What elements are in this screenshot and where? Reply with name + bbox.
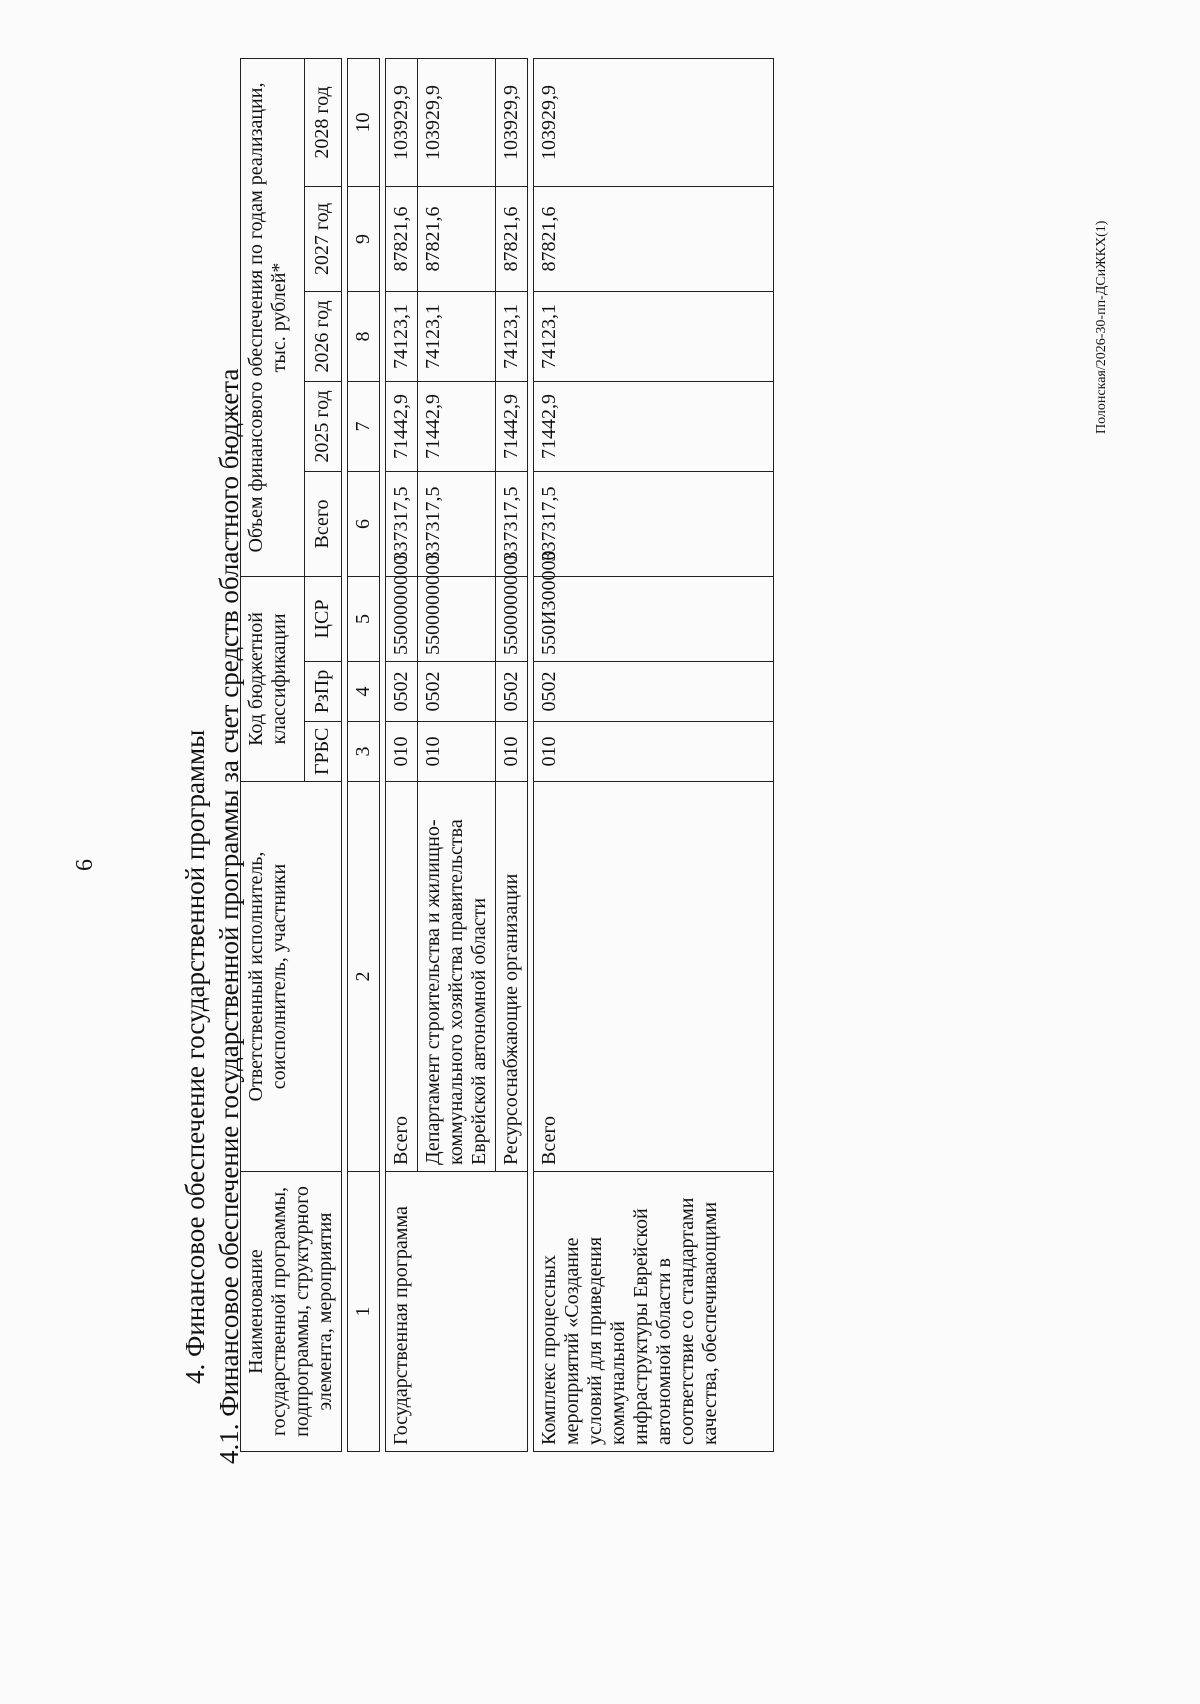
program-name-cell: Комплекс процессных мероприятий «Создание условий для приведения коммунальной инфраструктуры Еврейской автономной области в соответствие со стандартами качества, обеспечивающими [534,1172,774,1452]
y2025-cell: 71442,9 [534,381,774,471]
y2028-cell: 103929,9 [386,58,418,186]
y2026-cell: 74123,1 [418,291,496,381]
y2026-cell: 74123,1 [534,291,774,381]
executor-cell: Ресурсоснабжающие организации [496,782,528,1172]
section-heading: 4. Финансовое обеспечение государственной программы [180,729,210,1384]
y2027-cell: 87821,6 [386,186,418,291]
column-number: 2 [348,782,380,1172]
total-cell: 337317,5 [418,471,496,576]
header-grbs: ГРБС [304,722,341,782]
rzpr-cell: 0502 [418,662,496,722]
header-csr: ЦСР [304,576,341,661]
financing-table [240,58,774,1452]
executor-cell: Всего [534,782,774,1172]
header-executor: Ответственный исполнитель, соисполнитель, участники [241,782,342,1172]
total-cell: 337317,5 [534,471,774,576]
column-number: 8 [348,291,380,381]
program-name-cell: Государственная программа [386,1172,528,1452]
y2026-cell: 74123,1 [496,291,528,381]
header-row-1 [241,58,305,1451]
table-row [534,58,774,1451]
y2026-cell: 74123,1 [386,291,418,381]
page-number: 6 [72,859,98,871]
y2025-cell: 71442,9 [386,381,418,471]
header-2028: 2028 год [304,58,341,186]
header-volume: Объем финансового обеспечения по годам реализации, тыс. рублей* [241,58,305,576]
y2025-cell: 71442,9 [496,381,528,471]
column-number: 5 [348,576,380,661]
grbs-cell: 010 [534,722,774,782]
y2027-cell: 87821,6 [418,186,496,291]
column-number: 6 [348,471,380,576]
grbs-cell: 010 [418,722,496,782]
header-2027: 2027 год [304,186,341,291]
footer-code: Полонская/2026-30-пп-ДСиЖКХ(1) [1094,220,1109,434]
column-number: 7 [348,381,380,471]
grbs-cell: 010 [386,722,418,782]
csr-cell: 5500000000 [386,576,418,661]
y2028-cell: 103929,9 [496,58,528,186]
column-number: 9 [348,186,380,291]
column-number: 1 [348,1172,380,1452]
table-row [386,58,418,1451]
rzpr-cell: 0502 [496,662,528,722]
header-budget-code: Код бюджетной классификации [241,576,305,781]
csr-cell: 5500000000 [496,576,528,661]
header-rzpr: РзПр [304,662,341,722]
y2028-cell: 103929,9 [418,58,496,186]
grbs-cell: 010 [496,722,528,782]
y2025-cell: 71442,9 [418,381,496,471]
executor-cell: Департамент строительства и жилищно-коммунального хозяйства правительства Еврейской автономной области [418,782,496,1172]
column-numbers-row [348,58,380,1451]
rzpr-cell: 0502 [386,662,418,722]
csr-cell: 5500000000 [418,576,496,661]
column-number: 3 [348,722,380,782]
total-cell: 337317,5 [386,471,418,576]
y2028-cell: 103929,9 [534,58,774,186]
csr-cell: 550И300000 [534,576,774,661]
y2027-cell: 87821,6 [496,186,528,291]
total-cell: 337317,5 [496,471,528,576]
header-total: Всего [304,471,341,576]
y2027-cell: 87821,6 [534,186,774,291]
column-number: 10 [348,58,380,186]
rzpr-cell: 0502 [534,662,774,722]
header-2026: 2026 год [304,291,341,381]
column-number: 4 [348,662,380,722]
subsection-heading: 4.1. Финансовое обеспечение государственной программы за счет средств областного бюджета [214,368,244,1464]
executor-cell: Всего [386,782,418,1172]
header-name: Наименование государственной программы, подпрограммы, структурного элемента, мероприятия [241,1172,342,1452]
header-2025: 2025 год [304,381,341,471]
